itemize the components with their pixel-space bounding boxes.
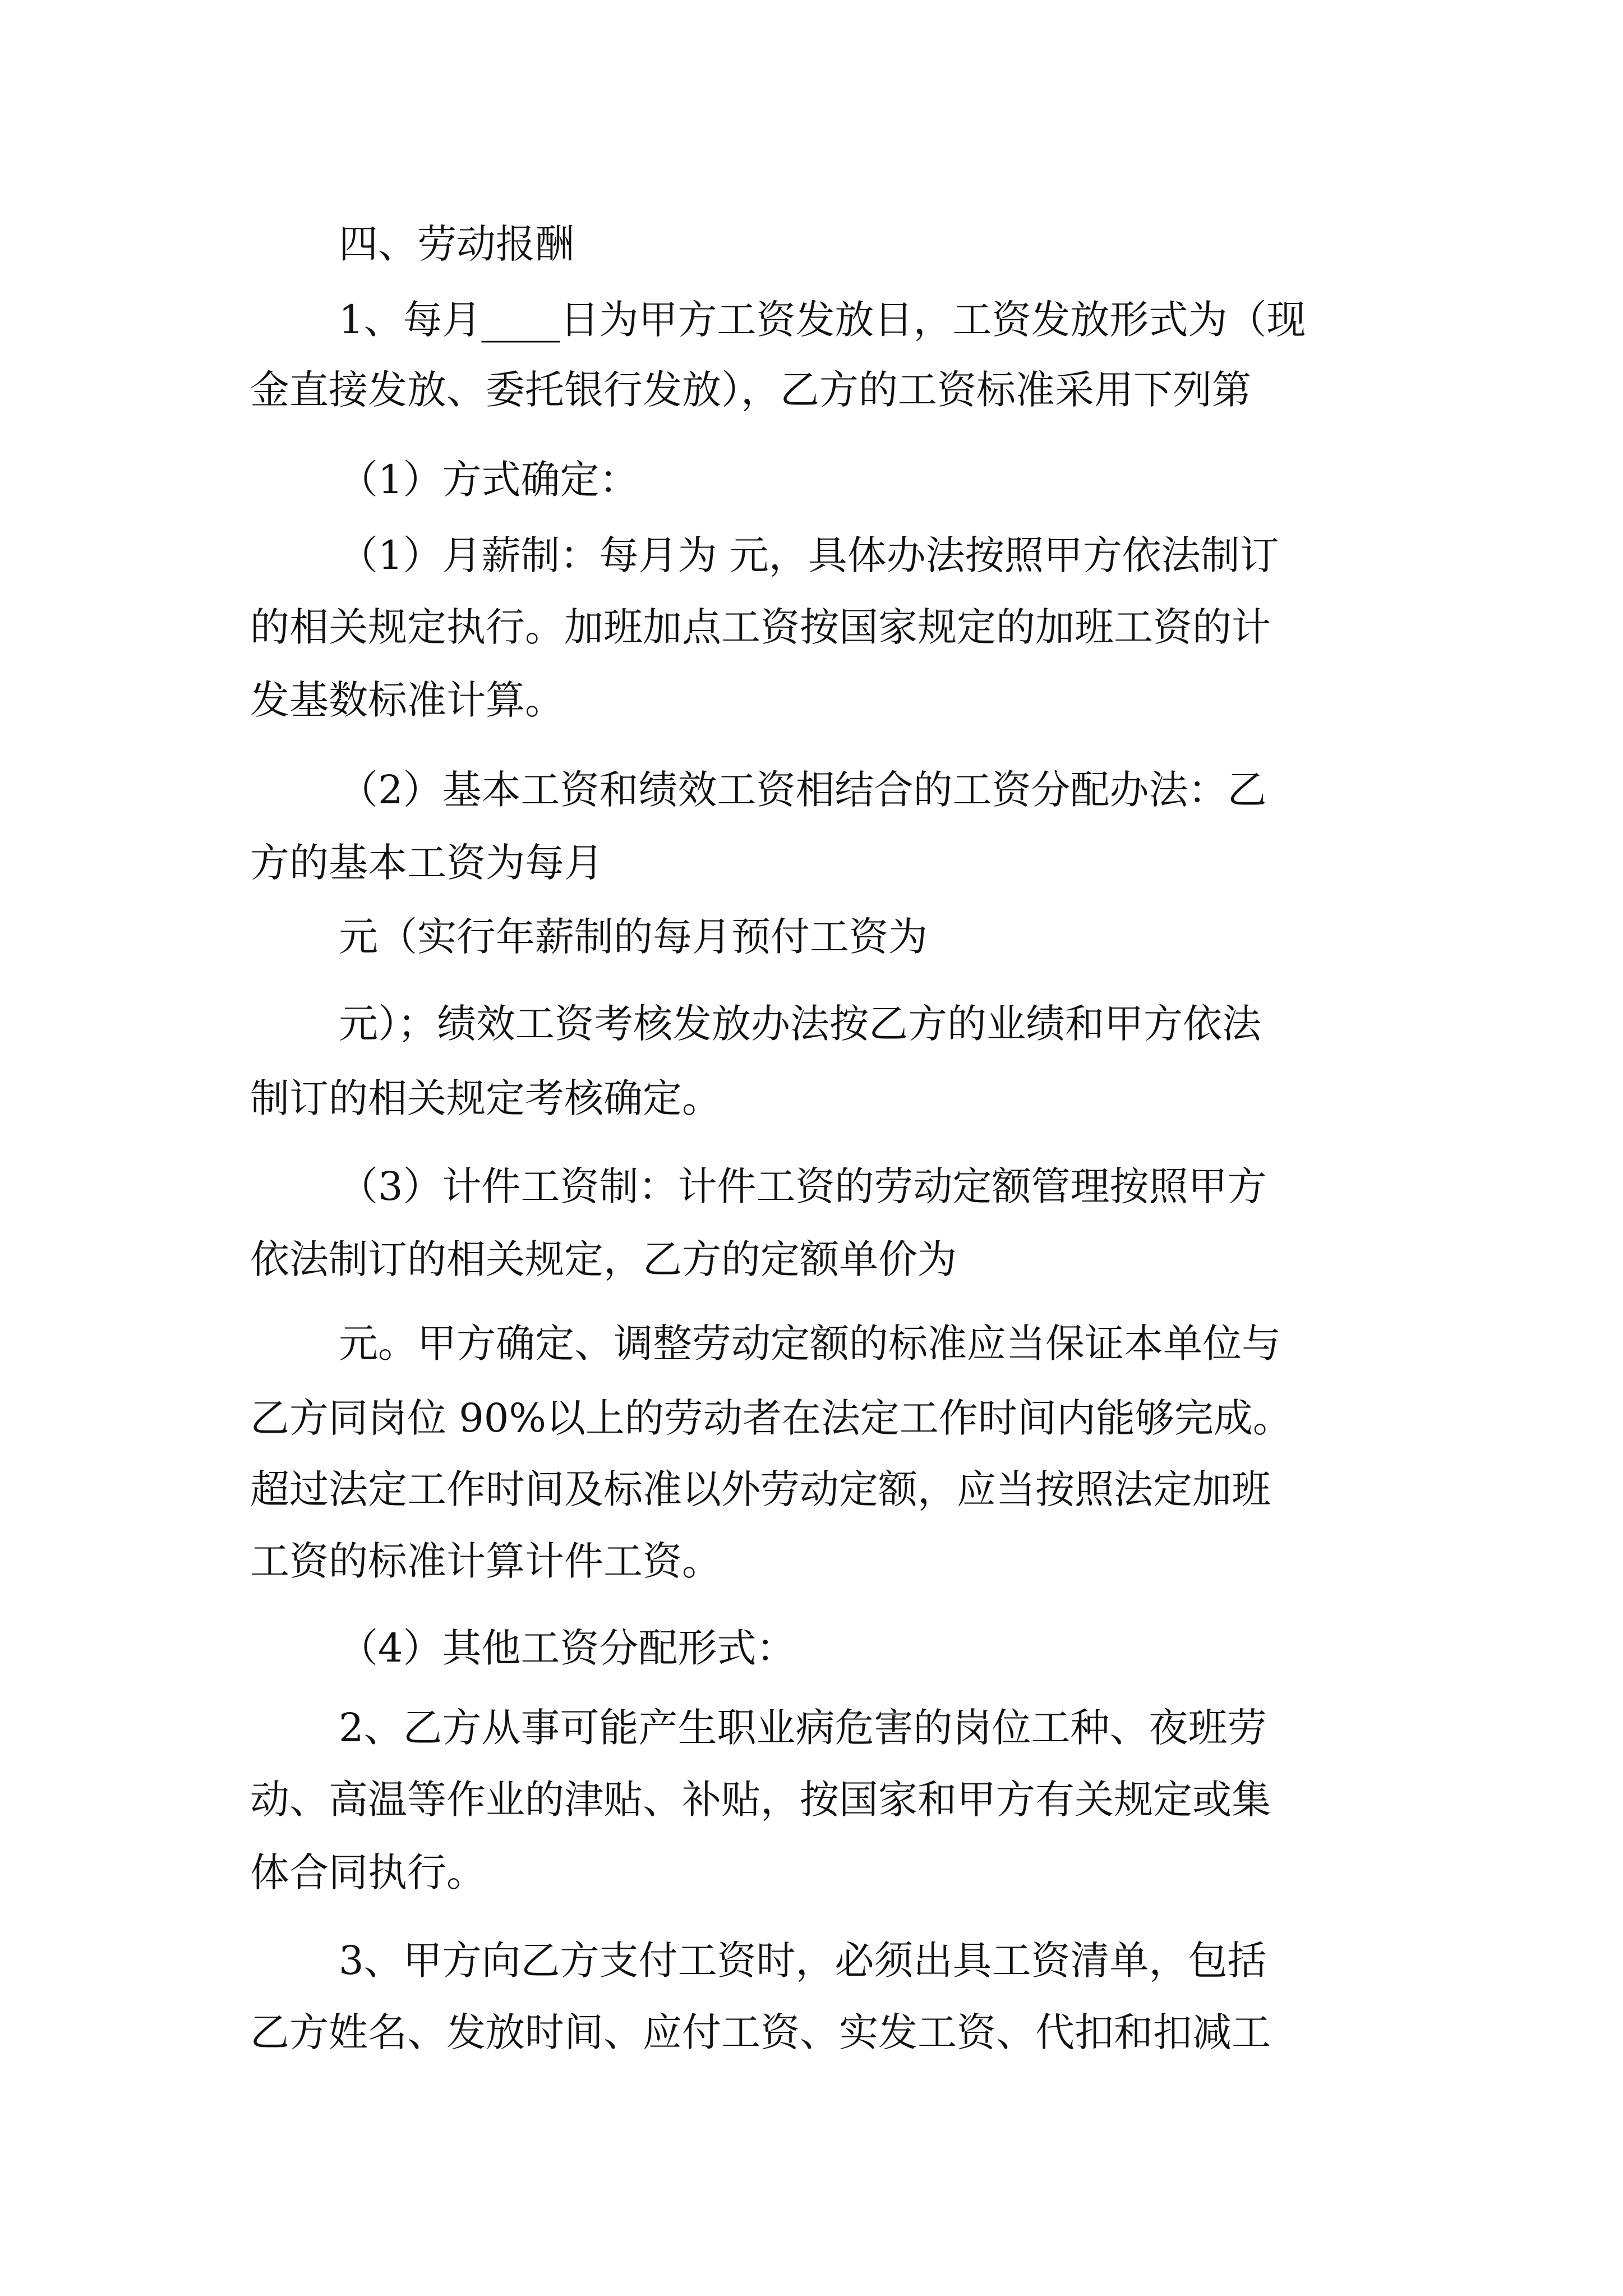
paragraph-line: 1、每月____日为甲方工资发放日，工资发放形式为（现 [339, 297, 1306, 343]
paragraph-line: 工资的标准计算计件工资。 [250, 1538, 721, 1584]
paragraph-line: （1）月薪制：每月为 元，具体办法按照甲方依法制订 [339, 532, 1279, 578]
paragraph-line: 金直接发放、委托银行发放），乙方的工资标准采用下列第 [250, 367, 1251, 413]
paragraph-line: 动、高温等作业的津贴、补贴，按国家和甲方有关规定或集 [250, 1777, 1271, 1823]
paragraph-line: 元（实行年薪制的每月预付工资为 [339, 914, 928, 960]
paragraph-line: （4）其他工资分配形式： [339, 1625, 796, 1671]
paragraph-line: 3、甲方向乙方支付工资时，必须出具工资清单，包括 [339, 1938, 1267, 1984]
paragraph-line: 乙方同岗位 90%以上的劳动者在法定工作时间内能够完成。 [250, 1395, 1292, 1441]
paragraph-line: 制订的相关规定考核确定。 [250, 1075, 721, 1121]
paragraph-line: 2、乙方从事可能产生职业病危害的岗位工种、夜班劳 [339, 1705, 1267, 1751]
section-heading: 四、劳动报酬 [339, 221, 574, 267]
paragraph-line: （1）方式确定： [339, 457, 639, 503]
paragraph-line: （3）计件工资制：计件工资的劳动定额管理按照甲方 [339, 1163, 1267, 1209]
paragraph-line: 方的基本工资为每月 [250, 840, 603, 886]
paragraph-line: 元）；绩效工资考核发放办法按乙方的业绩和甲方依法 [339, 1001, 1261, 1047]
paragraph-line: 依法制订的相关规定，乙方的定额单价为 [250, 1236, 957, 1282]
paragraph-line: 乙方姓名、发放时间、应付工资、实发工资、代扣和扣减工 [250, 2009, 1271, 2055]
paragraph-line: 超过法定工作时间及标准以外劳动定额，应当按照法定加班 [250, 1466, 1271, 1512]
paragraph-line: 的相关规定执行。加班加点工资按国家规定的加班工资的计 [250, 604, 1271, 650]
paragraph-line: 发基数标准计算。 [250, 677, 564, 723]
paragraph-line: 元。甲方确定、调整劳动定额的标准应当保证本单位与 [339, 1320, 1281, 1366]
paragraph-line: 体合同执行。 [250, 1849, 486, 1895]
paragraph-line: （2）基本工资和绩效工资相结合的工资分配办法：乙 [339, 767, 1267, 813]
